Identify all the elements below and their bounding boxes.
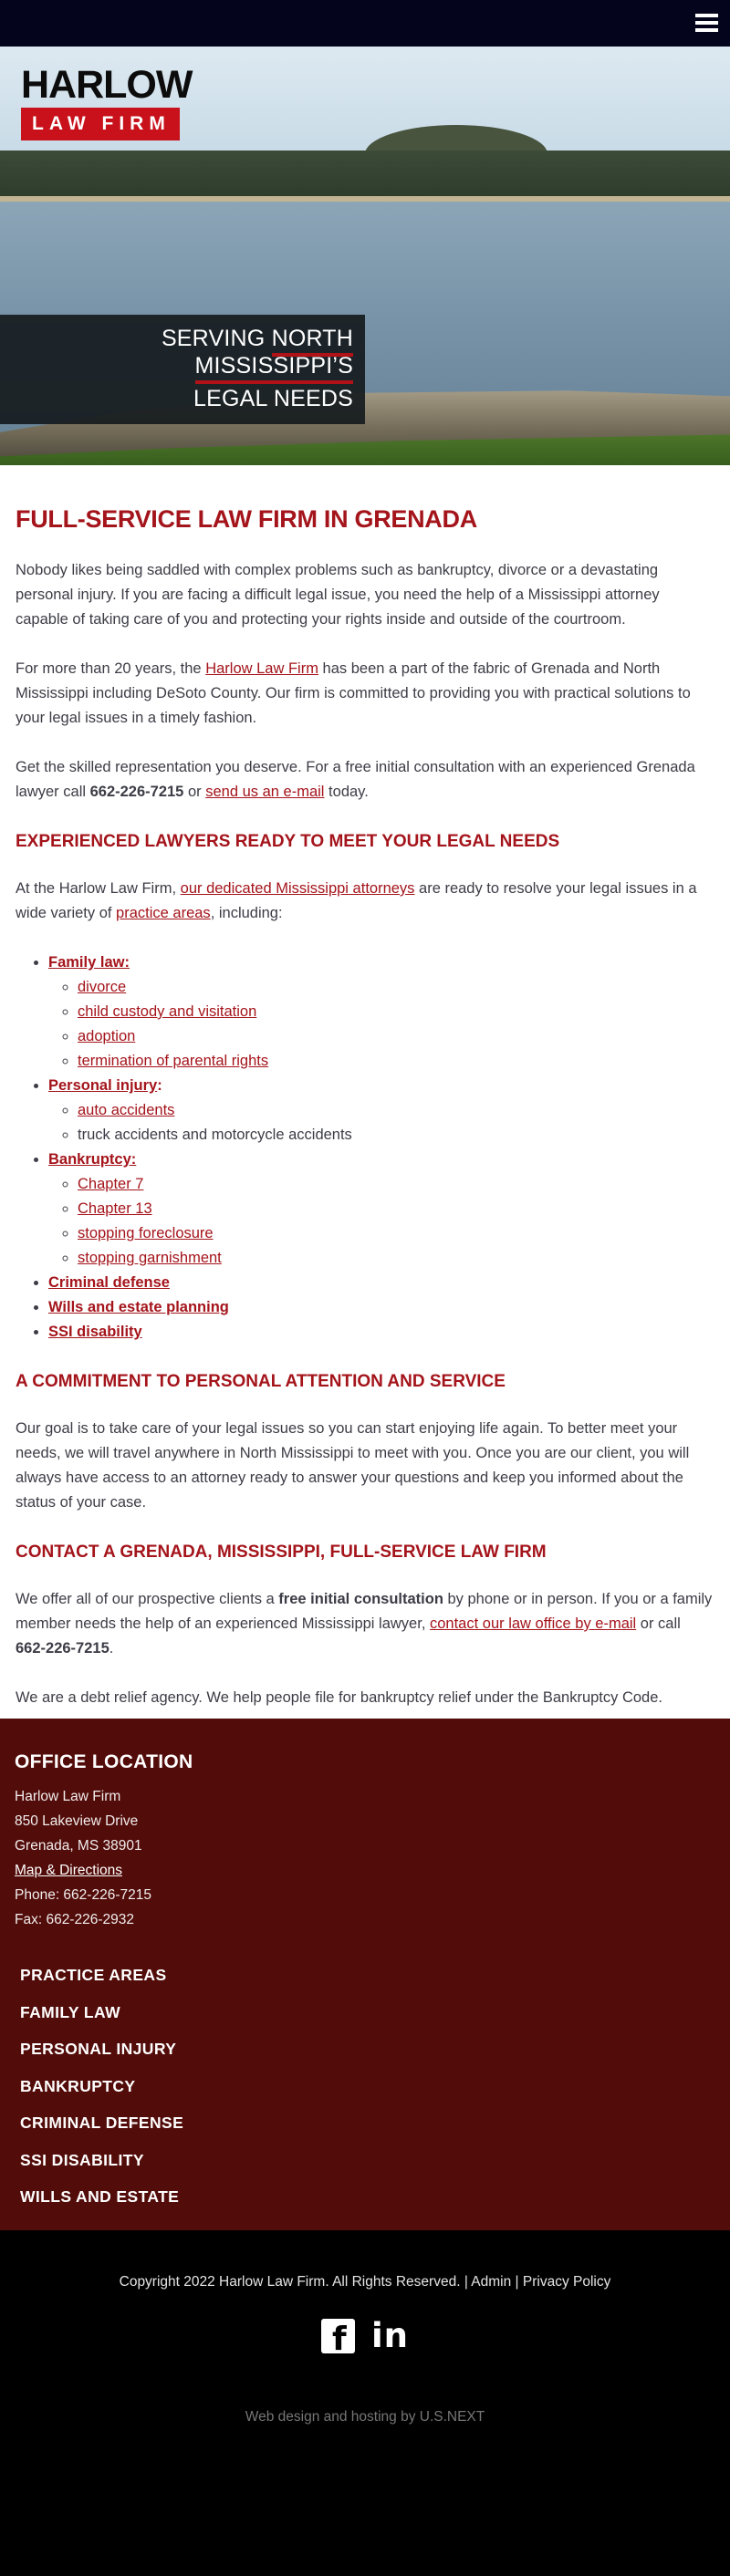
practice-list-item: [78, 975, 714, 1000]
text: Our goal is to take care of your legal issues so you can start enjoying life again. To better meet your needs, we will travel anywhere in North Mississippi to meet with you. Once you are our client, you will always have access to an attorney ready to answer your questions and keep you informed about the status of your case.: [16, 1420, 690, 1511]
logo-tag-text: LAW FIRM: [21, 108, 180, 140]
footer-nav-link[interactable]: CRIMINAL DEFENSE: [20, 2114, 184, 2132]
practice-sublist: [48, 1172, 714, 1271]
hero-treeline: [0, 151, 730, 198]
practice-link[interactable]: Bankruptcy:: [48, 1151, 137, 1168]
practice-list-item: [78, 1246, 714, 1271]
footer-practice-nav: [15, 1958, 715, 2217]
logo-name-text: HARLOW: [21, 63, 193, 107]
footer-nav-item: [20, 2069, 715, 2106]
top-navigation-bar: [0, 0, 730, 47]
practice-link[interactable]: termination of parental rights: [78, 1053, 269, 1069]
inline-link[interactable]: Harlow Law Firm: [205, 660, 318, 677]
attorneys-paragraph: [16, 877, 714, 926]
practice-list-item: [48, 1295, 714, 1320]
text: Fax: 662-226-2932: [15, 1912, 134, 1927]
text: Harlow Law Firm: [15, 1789, 121, 1804]
text: |: [515, 2274, 519, 2290]
hamburger-bar: [695, 14, 718, 17]
facebook-icon[interactable]: [321, 2319, 355, 2353]
tagline-line-2: LEGAL NEEDS: [193, 386, 353, 411]
section-heading-contact: CONTACT A GRENADA, MISSISSIPPI, FULL-SERVICE LAW FIRM: [16, 1542, 547, 1562]
inline-link[interactable]: contact our law office by e-mail: [429, 1615, 637, 1632]
text: or call: [636, 1615, 681, 1632]
practice-link[interactable]: Personal injury: [48, 1077, 158, 1094]
text: or: [183, 784, 206, 800]
practice-list-item: [78, 1123, 714, 1148]
footer-nav-link[interactable]: PRACTICE AREAS: [20, 1966, 167, 1984]
office-line: [15, 1883, 715, 1907]
text: .: [109, 1640, 114, 1657]
practice-list-item: [78, 1172, 714, 1197]
main-content: [0, 465, 730, 1719]
text: At the Harlow Law Firm,: [16, 880, 181, 897]
practice-sublist: [48, 975, 714, 1074]
commitment-paragraph: [16, 1417, 714, 1515]
practice-link[interactable]: Chapter 13: [78, 1200, 152, 1217]
practice-link[interactable]: stopping foreclosure: [78, 1225, 214, 1241]
footer-nav-item: [20, 2031, 715, 2069]
text: For more than 20 years, the: [16, 660, 206, 677]
practice-list-item: [78, 1098, 714, 1123]
practice-link[interactable]: adoption: [78, 1028, 136, 1044]
debt-relief-disclaimer: [16, 1686, 714, 1710]
intro-paragraph: [16, 558, 714, 632]
section-heading-commitment: A COMMITMENT TO PERSONAL ATTENTION AND SERVICE: [16, 1372, 506, 1391]
bold-text: free initial consultation: [278, 1591, 443, 1607]
footer-office-section: [0, 1719, 730, 2230]
text: Grenada, MS 38901: [15, 1838, 142, 1854]
practice-list-item: [78, 1221, 714, 1246]
practice-list-item: [48, 950, 714, 1074]
facebook-glyph: f: [331, 2321, 347, 2353]
office-line: [15, 1809, 715, 1833]
office-line: [15, 1833, 715, 1858]
practice-list-item: [78, 1000, 714, 1024]
office-line: [15, 1784, 715, 1809]
contact-paragraph: [16, 1587, 714, 1661]
consultation-paragraph: [16, 755, 714, 805]
practice-link[interactable]: stopping garnishment: [78, 1250, 222, 1266]
footer-nav-link[interactable]: FAMILY LAW: [20, 2002, 120, 2021]
practice-list-item: [48, 1074, 714, 1148]
text: are ready to resolve your legal issues in a wide variety of: [16, 880, 697, 921]
section-heading-experienced-lawyers: EXPERIENCED LAWYERS READY TO MEET YOUR LEGAL NEEDS: [16, 832, 560, 851]
practice-link[interactable]: divorce: [78, 979, 127, 995]
text: |: [464, 2274, 468, 2290]
history-paragraph: [16, 657, 714, 731]
text: has been a part of the fabric of Grenada and North Mississippi including DeSoto County. Our firm is committed to providing you with practical solutions to your legal issues in a timely fashion.: [16, 660, 691, 726]
office-location-heading: OFFICE LOCATION: [15, 1751, 193, 1772]
hamburger-menu-icon[interactable]: [695, 14, 718, 33]
tagline-prefix: SERVING: [161, 326, 272, 351]
text: today.: [324, 784, 369, 800]
practice-link[interactable]: SSI disability: [48, 1324, 142, 1340]
text: We are a debt relief agency. We help people file for bankruptcy relief under the Bankruptcy Code.: [16, 1689, 662, 1706]
text: Get the skilled representation you deserve. For a free initial consultation with an experienced Grenada lawyer call: [16, 759, 695, 800]
inline-link[interactable]: send us an e-mail: [205, 784, 325, 800]
text: 850 Lakeview Drive: [15, 1813, 139, 1829]
practice-sublist: [48, 1098, 714, 1148]
text: We offer all of our prospective clients a: [16, 1591, 279, 1607]
copyright-line: [0, 2274, 730, 2290]
footer-nav-item: [20, 1995, 715, 2032]
inline-link[interactable]: our dedicated Mississippi attorneys: [180, 880, 415, 897]
footer-nav-item: [20, 1958, 715, 1995]
hero-tagline-banner: [0, 315, 365, 424]
practice-link[interactable]: Family law:: [48, 954, 130, 971]
firm-logo[interactable]: [21, 65, 192, 140]
practice-link[interactable]: Criminal defense: [48, 1274, 170, 1291]
web-design-credit[interactable]: Web design and hosting by U.S.NEXT: [245, 2409, 485, 2425]
footer-nav-link[interactable]: BANKRUPTCY: [20, 2076, 136, 2095]
inline-link[interactable]: Admin: [467, 2274, 516, 2290]
text: by phone or in person. If you or a family member needs the help of an experienced Mississippi lawyer,: [16, 1591, 713, 1632]
text: Nobody likes being saddled with complex problems such as bankruptcy, divorce or a devastating personal injury. If you are facing a difficult legal issue, you need the help of a Mississippi attorney capable of taking care of you and protecting your rights inside and outside of the courtroom.: [16, 562, 660, 628]
footer-nav-item: [20, 2105, 715, 2143]
footer-nav-link[interactable]: SSI DISABILITY: [20, 2150, 144, 2169]
social-icons-row: [0, 2318, 730, 2354]
practice-link[interactable]: child custody and visitation: [78, 1003, 257, 1020]
text: Copyright 2022 Harlow Law Firm. All Rights Reserved.: [119, 2274, 464, 2290]
footer-nav-link[interactable]: PERSONAL INJURY: [20, 2040, 177, 2058]
text: Phone: 662-226-7215: [15, 1887, 151, 1903]
inline-link[interactable]: Map & Directions: [15, 1863, 123, 1878]
footer-nav-link[interactable]: WILLS AND ESTATE: [20, 2187, 180, 2206]
practice-link[interactable]: auto accidents: [78, 1102, 175, 1118]
bold-text: 662-226-7215: [16, 1640, 110, 1657]
practice-areas-list: [16, 950, 714, 1345]
office-address-block: [15, 1784, 715, 1932]
practice-link[interactable]: Wills and estate planning: [48, 1299, 229, 1315]
practice-list-item: [48, 1320, 714, 1345]
hero-image: [0, 47, 730, 465]
footer-nav-item: [20, 2179, 715, 2217]
tagline-line-1: [0, 325, 353, 379]
bold-text: 662-226-7215: [89, 784, 184, 800]
tagline-underlined-text: NORTH MISSISSIPPI’S: [195, 326, 354, 384]
footer-bottom-section: [0, 2230, 730, 2576]
hamburger-bar: [695, 21, 718, 25]
practice-list-item: [78, 1024, 714, 1049]
page-title: FULL-SERVICE LAW FIRM IN GRENADA: [16, 505, 477, 533]
office-line: [15, 1858, 715, 1883]
practice-list-item: [78, 1049, 714, 1074]
practice-list-item: [48, 1148, 714, 1271]
footer-nav-item: [20, 2143, 715, 2180]
text: , including:: [210, 905, 283, 921]
practice-list-item: [78, 1197, 714, 1221]
text: truck accidents and motorcycle accidents: [78, 1127, 352, 1143]
office-line: [15, 1907, 715, 1932]
practice-list-item: [48, 1271, 714, 1295]
inline-link[interactable]: practice areas: [116, 905, 211, 921]
practice-link[interactable]: Chapter 7: [78, 1176, 144, 1192]
inline-link[interactable]: Privacy Policy: [518, 2274, 611, 2290]
linkedin-icon[interactable]: in: [370, 2316, 410, 2355]
hamburger-bar: [695, 28, 718, 32]
text: :: [157, 1077, 162, 1094]
